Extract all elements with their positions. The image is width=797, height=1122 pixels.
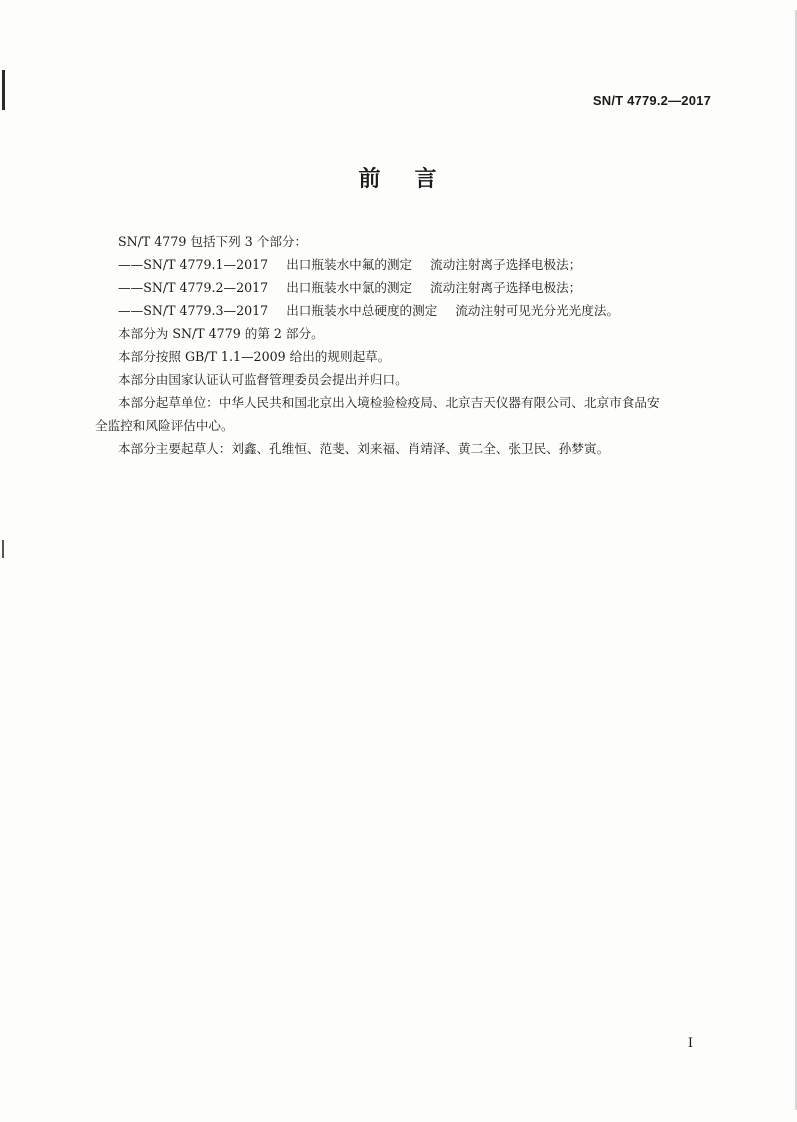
scan-edge-mark: [2, 70, 5, 110]
part-item-2: [118, 276, 718, 299]
title-char-1: 前: [358, 167, 383, 192]
part-code: ——SN/T 4779.1—2017: [118, 257, 269, 272]
part-item-1: [118, 253, 718, 276]
part-item-3: [118, 299, 718, 322]
part-method: 流动注射离子选择电极法；: [430, 280, 582, 295]
part-method: 流动注射可见光分光光度法。: [455, 303, 620, 318]
part-name: 出口瓶装水中总硬度的测定: [286, 303, 438, 318]
title-char-2: 言: [414, 167, 439, 192]
part-name: 出口瓶装水中氟的测定: [286, 257, 413, 272]
intro-line: SN/T 4779 包括下列 3 个部分：: [118, 234, 308, 249]
standard-code: SN/T 4779.2—2017: [592, 93, 711, 108]
part-code: ——SN/T 4779.3—2017: [118, 303, 269, 318]
scan-edge-mark-lower: [2, 540, 4, 558]
drafting-units-line-1: 本部分起草单位：中华人民共和国北京出入境检验检疫局、北京吉天仪器有限公司、北京市食品安: [118, 395, 660, 410]
part-statement: 本部分为 SN/T 4779 的第 2 部分。: [118, 326, 324, 341]
drafters-statement: 本部分主要起草人：刘鑫、孔维恒、范斐、刘来福、肖靖泽、黄二全、张卫民、孙梦寅。: [118, 441, 610, 456]
page-number: I: [687, 1036, 693, 1051]
proposer-statement: 本部分由国家认证认可监督管理委员会提出并归口。: [118, 372, 408, 387]
drafting-rule: 本部分按照 GB/T 1.1—2009 给出的规则起草。: [118, 349, 391, 364]
page-title: [0, 162, 797, 193]
drafting-units-line-2: 全监控和风险评估中心。: [95, 418, 234, 433]
document-body: [95, 230, 718, 460]
part-code: ——SN/T 4779.2—2017: [118, 280, 269, 295]
part-name: 出口瓶装水中氯的测定: [286, 280, 413, 295]
part-method: 流动注射离子选择电极法；: [430, 257, 582, 272]
